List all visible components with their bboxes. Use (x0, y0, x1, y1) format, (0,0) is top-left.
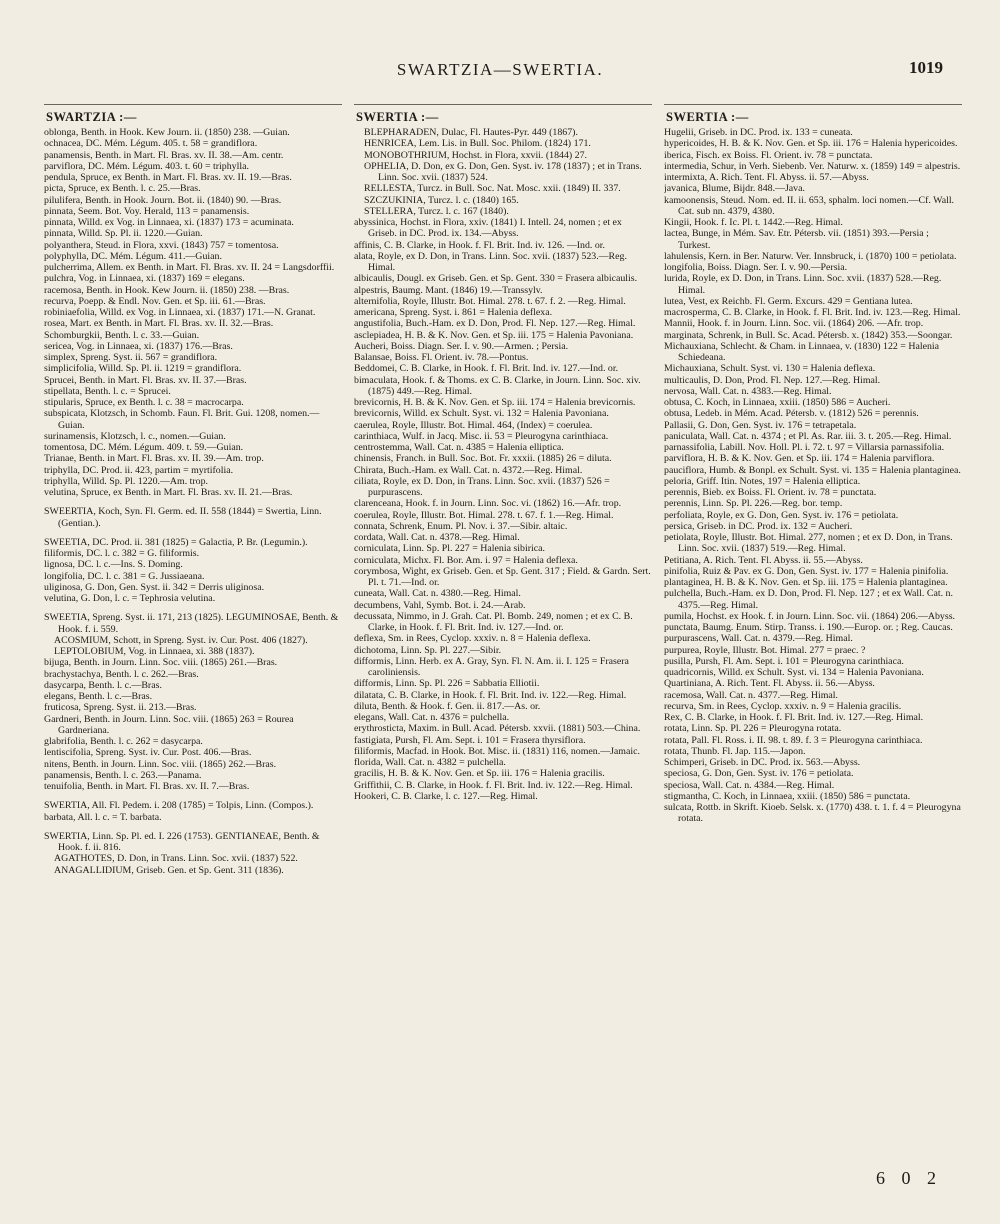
species-entry: corniculata, Michx. Fl. Bor. Am. i. 97 = Halenia deflexa. (354, 554, 578, 566)
index-columns (44, 104, 962, 1184)
species-entry: subspicata, Klotzsch, in Schomb. Faun. Fl. Brit. Gui. 1208, nomen.—Guian. (44, 408, 320, 431)
species-entry: racemosa, Benth. in Hook. Kew Journ. ii. (1850) 238. —Bras. (44, 284, 290, 296)
species-entry: lignosa, DC. l. c.—Ins. S. Doming. (44, 559, 183, 571)
synonym-entry: ACOSMIUM, Schott, in Spreng. Syst. iv. Cur. Post. 406 (1827). (54, 634, 308, 646)
entry-list (354, 127, 652, 802)
species-entry: Schomburgkii, Benth. l. c. 33.—Guian. (44, 329, 200, 341)
species-entry: stigmantha, C. Koch, in Linnaea, xxiii. (1850) 586 = punctata. (664, 790, 911, 802)
species-entry: punctata, Baumg. Enum. Stirp. Transs. i. 190.—Europ. or. ; Reg. Caucas. (664, 622, 953, 633)
species-entry: parviflora, DC. Mém. Légum. 403. t. 60 = triphylla. (44, 160, 249, 172)
species-entry: intermixta, A. Rich. Tent. Fl. Abyss. ii. 57.—Abyss. (664, 172, 869, 183)
species-entry: pulchella, Buch.-Ham. ex D. Don, Prod. Fl. Nep. 127 ; et ex Wall. Cat. n. 4375.—Reg. Himal. (664, 588, 953, 611)
species-entry: racemosa, Wall. Cat. n. 4377.—Reg. Himal. (664, 689, 838, 701)
species-entry: ochnacea, DC. Mém. Légum. 405. t. 58 = grandiflora. (44, 138, 258, 150)
species-entry: Petitiana, A. Rich. Tent. Fl. Abyss. ii. 55.—Abyss. (664, 554, 863, 566)
species-entry: elegans, Wall. Cat. n. 4376 = pulchella. (354, 712, 510, 723)
species-entry: nervosa, Wall. Cat. n. 4383.—Reg. Himal. (664, 385, 832, 397)
species-entry: perennis, Linn. Sp. Pl. 226.—Reg. bor. temp. (664, 498, 843, 510)
species-entry: pusilla, Pursh, Fl. Am. Sept. i. 101 = Pleurogyna carinthiaca. (664, 655, 904, 667)
species-entry: Schimperi, Griseb. in DC. Prod. ix. 563.—Abyss. (664, 757, 861, 768)
species-entry: Pallasii, G. Don, Gen. Syst. iv. 176 = tetrapetala. (664, 419, 857, 431)
species-entry: dichotoma, Linn. Sp. Pl. 227.—Sibir. (354, 644, 502, 656)
species-entry: difformis, Linn. Sp. Pl. 226 = Sabbatia Elliotii. (354, 678, 540, 690)
species-entry: Griffithii, C. B. Clarke, in Hook. f. Fl. Brit. Ind. iv. 122.—Reg. Himal. (354, 779, 633, 791)
species-entry: pulchra, Vog. in Linnaea, xi. (1837) 169 = elegans. (44, 273, 245, 285)
species-entry: speciosa, Wall. Cat. n. 4384.—Reg. Himal. (664, 779, 835, 791)
species-entry: stipularis, Spruce, ex Benth. l. c. 38 = macrocarpa. (44, 397, 244, 408)
species-entry: barbata, All. l. c. = T. barbata. (44, 811, 162, 823)
species-entry: velutina, G. Don, l. c. = Tephrosia velutina. (44, 593, 216, 604)
species-entry: albicaulis, Dougl. ex Griseb. Gen. et Sp. Gent. 330 = Frasera albicaulis. (354, 273, 638, 285)
species-entry: simplex, Spreng. Syst. ii. 567 = grandiflora. (44, 352, 218, 363)
species-entry: coerulea, Royle, Illustr. Bot. Himal. 278. t. 67. f. 1.—Reg. Himal. (354, 509, 614, 521)
species-entry: panamensis, Benth. in Mart. Fl. Bras. xv. II. 38.—Am. centr. (44, 149, 284, 161)
species-entry: pinnata, Willd. ex Vog. in Linnaea, xi. (1837) 173 = acuminata. (44, 217, 294, 228)
species-entry: obtusa, C. Koch, in Linnaea, xxiii. (1850) 586 = Aucheri. (664, 397, 891, 408)
column-heading: SWARTZIA :— (46, 110, 137, 124)
species-entry: polyphylla, DC. Mém. Légum. 411.—Guian. (44, 250, 222, 262)
species-entry: sericea, Vog. in Linnaea, xi. (1837) 176.—Bras. (44, 340, 233, 352)
species-entry: robiniaefolia, Willd. ex Vog. in Linnaea, xi. (1837) 171.—N. Granat. (44, 307, 316, 318)
species-entry: americana, Spreng. Syst. i. 861 = Halenia deflexa. (354, 307, 553, 318)
species-entry: lutea, Vest, ex Reichb. Fl. Germ. Excurs. 429 = Gentiana lutea. (664, 295, 913, 307)
species-entry: glabrifolia, Benth. l. c. 262 = dasycarpa. (44, 736, 203, 747)
species-entry: fruticosa, Spreng. Syst. ii. 213.—Bras. (44, 702, 197, 714)
species-entry: tenuifolia, Benth. in Mart. Fl. Bras. xv. II. 7.—Bras. (44, 781, 250, 792)
species-entry: brachystachya, Benth. l. c. 262.—Bras. (44, 668, 199, 680)
species-entry: brevicornis, Willd. ex Schult. Syst. vi. 132 = Halenia Pavoniana. (354, 408, 609, 420)
species-entry: perfoliata, Royle, ex G. Don, Gen. Syst. iv. 176 = petiolata. (664, 509, 899, 521)
species-entry: cuneata, Wall. Cat. n. 4380.—Reg. Himal. (354, 588, 521, 600)
synonym-entry: SZCZUKINIA, Turcz. l. c. (1840) 165. (364, 194, 519, 206)
species-entry: Michauxiana, Schlecht. & Cham. in Linnaea, v. (1830) 122 = Halenia Schiedeana. (664, 340, 940, 363)
species-entry: Balansae, Boiss. Fl. Orient. iv. 78.—Pontus. (354, 352, 529, 363)
species-entry: diluta, Benth. & Hook. f. Gen. ii. 817.—As. or. (354, 700, 541, 712)
species-entry: pumila, Hochst. ex Hook. f. in Journ. Linn. Soc. vii. (1864) 206.—Abyss. (664, 610, 956, 622)
column-right (664, 104, 962, 1184)
species-entry: brevicornis, H. B. & K. Nov. Gen. et Sp. iii. 174 = Halenia brevicornis. (354, 397, 636, 408)
species-entry: intermedia, Schur, in Verh. Siebenb. Ver. Naturw. x. (1859) 149 = alpestris. (664, 160, 961, 172)
species-entry: lahulensis, Kern. in Ber. Naturw. Ver. Innsbruck, i. (1870) 100 = petiolata. (664, 250, 957, 262)
species-entry: deflexa, Sm. in Rees, Cyclop. xxxiv. n. 8 = Halenia deflexa. (354, 633, 591, 645)
species-entry: Hookeri, C. B. Clarke, l. c. 127.—Reg. Himal. (354, 790, 538, 802)
species-entry: pinifolia, Ruiz & Pav. ex G. Don, Gen. Syst. iv. 177 = Halenia pinifolia. (664, 565, 949, 577)
species-entry: Rex, C. B. Clarke, in Hook. f. Fl. Brit. Ind. iv. 127.—Reg. Himal. (664, 712, 924, 723)
species-entry: Sprucei, Benth. in Mart. Fl. Bras. xv. II. 37.—Bras. (44, 374, 247, 386)
synonym-entry: RELLESTA, Turcz. in Bull. Soc. Nat. Mosc. xxii. (1849) II. 337. (364, 183, 621, 195)
species-entry: affinis, C. B. Clarke, in Hook. f. Fl. Brit. Ind. iv. 126. —Ind. or. (354, 239, 605, 251)
species-entry: rosea, Mart. ex Benth. in Mart. Fl. Bras. xv. II. 32.—Bras. (44, 318, 274, 330)
species-entry: peloria, Griff. Itin. Notes, 197 = Halenia elliptica. (664, 475, 861, 487)
species-entry: connata, Schrenk, Enum. Pl. Nov. i. 37.—Sibir. altaic. (354, 520, 568, 532)
genus-heading-entry: SWERTIA, Linn. Sp. Pl. ed. I. 226 (1753). GENTIANEAE, Benth. & Hook. f. ii. 816. (44, 830, 320, 853)
species-entry: centrostemma, Wall. Cat. n. 4385 = Halenia elliptica. (354, 442, 564, 453)
species-entry: lactea, Bunge, in Mém. Sav. Etr. Pétersb. vii. (1851) 393.—Persia ; Turkest. (664, 228, 929, 251)
species-entry: gracilis, H. B. & K. Nov. Gen. et Sp. iii. 176 = Halenia gracilis. (354, 768, 605, 780)
species-entry: dilatata, C. B. Clarke, in Hook. f. Fl. Brit. Ind. iv. 122.—Reg. Himal. (354, 689, 627, 701)
species-entry: Michauxiana, Schult. Syst. vi. 130 = Halenia deflexa. (664, 363, 876, 375)
species-entry: alata, Royle, ex D. Don, in Trans. Linn. Soc. xvii. (1837) 523.—Reg. Himal. (354, 250, 627, 273)
column-left (44, 104, 342, 1184)
species-entry: parnassifolia, Labill. Nov. Holl. Pl. i. 72. t. 97 = Villarsia parnassifolia. (664, 442, 945, 453)
printer-signature: 6 0 2 (876, 1168, 942, 1188)
species-entry: sulcata, Rottb. in Skrift. Kioeb. Selsk. x. (1770) 438. t. 1. f. 4 = Pleurogyna rotata. (664, 802, 961, 825)
species-entry: pulcherrima, Allem. ex Benth. in Mart. Fl. Bras. xv. II. 24 = Langsdorffii. (44, 262, 335, 273)
species-entry: picta, Spruce, ex Benth. l. c. 25.—Bras. (44, 183, 201, 195)
species-entry: Hugelii, Griseb. in DC. Prod. ix. 133 = cuneata. (664, 127, 853, 138)
species-entry: pilulifera, Benth. in Hook. Journ. Bot. ii. (1840) 90. —Bras. (44, 194, 282, 206)
species-entry: corymbosa, Wight, ex Griseb. Gen. et Sp. Gent. 317 ; Field. & Gardn. Sert. Pl. t. 71.—Ind. or. (354, 565, 651, 588)
species-entry: longifolia, DC. l. c. 381 = G. Jussiaeana. (44, 570, 205, 582)
species-entry: Chirata, Buch.-Ham. ex Wall. Cat. n. 4372.—Reg. Himal. (354, 464, 583, 476)
column-middle (354, 104, 652, 1184)
species-entry: alpestris, Baumg. Mant. (1846) 19.—Transsylv. (354, 284, 543, 296)
species-entry: lentiscifolia, Spreng. Syst. iv. Cur. Post. 406.—Bras. (44, 747, 252, 759)
species-entry: chinensis, Franch. in Bull. Soc. Bot. Fr. xxxii. (1885) 26 = diluta. (354, 453, 612, 465)
species-entry: kamoonensis, Steud. Nom. ed. II. ii. 653, sphalm. loci nomen.—Cf. Wall. Cat. sub nn. 4379, 4380. (664, 194, 955, 217)
column-heading: SWERTIA :— (356, 110, 439, 124)
column-heading: SWERTIA :— (666, 110, 749, 124)
species-entry: florida, Wall. Cat. n. 4382 = pulchella. (354, 757, 506, 768)
species-entry: macrosperma, C. B. Clarke, in Hook. f. Fl. Brit. Ind. iv. 123.—Reg. Himal. (664, 307, 961, 318)
species-entry: asclepiadea, H. B. & K. Nov. Gen. et Sp. iii. 175 = Halenia Pavoniana. (354, 329, 634, 341)
species-entry: bijuga, Benth. in Journ. Linn. Soc. viii. (1865) 261.—Bras. (44, 657, 278, 669)
species-entry: hypericoides, H. B. & K. Nov. Gen. et Sp. iii. 176 = Halenia hypericoides. (664, 138, 958, 150)
species-entry: triphylla, Willd. Sp. Pl. 1220.—Am. trop. (44, 475, 209, 487)
species-entry: rotata, Thunb. Fl. Jap. 115.—Japon. (664, 745, 806, 757)
species-entry: polyanthera, Steud. in Flora, xxvi. (1843) 757 = tomentosa. (44, 239, 279, 251)
genus-heading-entry: SWEETIA, DC. Prod. ii. 381 (1825) = Galactia, P. Br. (Legumin.). (44, 536, 308, 548)
species-entry: surinamensis, Klotzsch, l. c., nomen.—Guian. (44, 430, 226, 442)
species-entry: parviflora, H. B. & K. Nov. Gen. et Sp. iii. 174 = Halenia parviflora. (664, 453, 935, 465)
species-entry: quadricornis, Willd. ex Schult. Syst. vi. 134 = Halenia Pavoniana. (664, 667, 924, 678)
species-entry: elegans, Benth. l. c.—Bras. (44, 691, 153, 702)
species-entry: recurva, Sm. in Rees, Cyclop. xxxiv. n. 9 = Halenia gracilis. (664, 700, 902, 712)
entry-list (664, 127, 962, 825)
species-entry: pinnata, Willd. Sp. Pl. ii. 1220.—Guian. (44, 228, 203, 240)
species-entry: bimaculata, Hook. f. & Thoms. ex C. B. Clarke, in Journ. Linn. Soc. xiv. (1875) 449.—Reg. Himal. (354, 374, 641, 397)
species-entry: Gardneri, Benth. in Journ. Linn. Soc. viii. (1865) 263 = Rourea Gardneriana. (44, 713, 294, 736)
species-entry: Kingii, Hook. f. Ic. Pl. t. 1442.—Reg. Himal. (664, 217, 843, 228)
page-number: 1019 (909, 58, 943, 77)
species-entry: oblonga, Benth. in Hook. Kew Journ. ii. (1850) 238. —Guian. (44, 127, 290, 138)
genus-heading-entry: SWEETIA, Spreng. Syst. ii. 171, 213 (1825). LEGUMINOSAE, Benth. & Hook. f. i. 559. (44, 612, 339, 635)
species-entry: uliginosa, G. Don, Gen. Syst. ii. 342 = Derris uliginosa. (44, 581, 265, 593)
species-entry: carinthiaca, Wulf. in Jacq. Misc. ii. 53 = Pleurogyna carinthiaca. (354, 430, 609, 442)
species-entry: simplicifolia, Willd. Sp. Pl. ii. 1219 = grandiflora. (44, 363, 242, 375)
species-entry: triphylla, DC. Prod. ii. 423, partim = myrtifolia. (44, 464, 234, 476)
species-entry: rotata, Linn. Sp. Pl. 226 = Pleurogyna rotata. (664, 723, 842, 735)
species-entry: persica, Griseb. in DC. Prod. ix. 132 = Aucheri. (664, 520, 853, 532)
species-entry: velutina, Spruce, ex Benth. in Mart. Fl. Bras. xv. II. 21.—Bras. (44, 487, 293, 498)
species-entry: panamensis, Benth. l. c. 263.—Panama. (44, 769, 202, 781)
species-entry: Aucheri, Boiss. Diagn. Ser. I. v. 90.—Armen. ; Persia. (354, 340, 569, 352)
species-entry: obtusa, Ledeb. in Mém. Acad. Pétersb. v. (1812) 526 = perennis. (664, 408, 919, 420)
synonym-entry: OPHELIA, D. Don, ex G. Don, Gen. Syst. iv. 178 (1837) ; et in Trans. Linn. Soc. xvii. (1837) 524. (364, 160, 642, 183)
synonym-entry: STELLERA, Turcz. l. c. 167 (1840). (364, 205, 509, 217)
species-entry: purpurascens, Wall. Cat. n. 4379.—Reg. Himal. (664, 633, 853, 645)
species-entry: Beddomei, C. B. Clarke, in Hook. f. Fl. Brit. Ind. iv. 127.—Ind. or. (354, 363, 619, 375)
species-entry: Trianae, Benth. in Mart. Fl. Bras. xv. II. 39.—Am. trop. (44, 453, 264, 465)
species-entry: ciliata, Royle, ex D. Don, in Trans. Linn. Soc. xvii. (1837) 526 = purpurascens. (354, 475, 610, 498)
species-entry: iberica, Fisch. ex Boiss. Fl. Orient. iv. 78 = punctata. (664, 149, 873, 161)
species-entry: tomentosa, DC. Mém. Légum. 409. t. 59.—Guian. (44, 442, 244, 453)
species-entry: plantaginea, H. B. & K. Nov. Gen. et Sp. iii. 175 = Halenia plantaginea. (664, 577, 948, 588)
entry-list (44, 127, 342, 876)
species-entry: filiformis, DC. l. c. 382 = G. filiformis. (44, 548, 200, 559)
species-entry: dasycarpa, Benth. l. c.—Bras. (44, 679, 162, 691)
species-entry: decussata, Nimmo, in J. Grah. Cat. Pl. Bomb. 249, nomen ; et ex C. B. Clarke, in Hook. f. Fl. Brit. Ind. iv. 127.—Ind. or. (354, 610, 633, 633)
species-entry: alternifolia, Royle, Illustr. Bot. Himal. 278. t. 67. f. 2. —Reg. Himal. (354, 295, 626, 307)
species-entry: cordata, Wall. Cat. n. 4378.—Reg. Himal. (354, 532, 520, 543)
species-entry: clarenceana, Hook. f. in Journ. Linn. Soc. vi. (1862) 16.—Afr. trop. (354, 498, 622, 510)
synonym-entry: HENRICEA, Lem. Lis. in Bull. Soc. Philom. (1824) 171. (364, 138, 591, 150)
species-entry: javanica, Blume, Bijdr. 848.—Java. (664, 183, 805, 195)
species-entry: corniculata, Linn. Sp. Pl. 227 = Halenia sibirica. (354, 543, 545, 555)
genus-heading-entry: SWERTIA, All. Fl. Pedem. i. 208 (1785) = Tolpis, Linn. (Compos.). (44, 800, 314, 812)
species-entry: nitens, Benth. in Journ. Linn. Soc. viii. (1865) 262.—Bras. (44, 758, 277, 770)
species-entry: speciosa, G. Don, Gen. Syst. iv. 176 = petiolata. (664, 768, 854, 780)
species-entry: lurida, Royle, ex D. Don, in Trans. Linn. Soc. xvii. (1837) 528.—Reg. Himal. (664, 273, 942, 296)
synonym-entry: MONOBOTHRIUM, Hochst. in Flora, xxvii. (1844) 27. (364, 149, 588, 161)
species-entry: decumbens, Vahl, Symb. Bot. i. 24.—Arab. (354, 599, 526, 611)
species-entry: erythrosticta, Maxim. in Bull. Acad. Pétersb. xxvii. (1881) 503.—China. (354, 723, 641, 735)
species-entry: abyssinica, Hochst. in Flora, xxiv. (1841) I. Intell. 24, nomen ; et ex Griseb. in DC. Prod. ix. 134.—Abyss. (354, 217, 622, 240)
species-entry: recurva, Poepp. & Endl. Nov. Gen. et Sp. iii. 61.—Bras. (44, 295, 266, 307)
synonym-entry: LEPTOLOBIUM, Vog. in Linnaea, xi. 388 (1837). (54, 646, 255, 657)
species-entry: rotata, Pall. Fl. Ross. i. II. 98. t. 89. f. 3 = Pleurogyna carinthiaca. (664, 734, 923, 746)
running-head: SWARTZIA—SWERTIA. (396, 60, 604, 79)
species-entry: Mannii, Hook. f. in Journ. Linn. Soc. vii. (1864) 206. —Afr. trop. (664, 318, 924, 330)
genus-heading-entry: SWEERTIA, Koch, Syn. Fl. Germ. ed. II. 558 (1844) = Swertia, Linn. (Gentian.). (44, 506, 322, 529)
species-entry: stipellata, Benth. l. c. = Sprucei. (44, 385, 171, 397)
species-entry: filiformis, Macfad. in Hook. Bot. Misc. ii. (1831) 116, nomen.—Jamaic. (354, 745, 640, 757)
species-entry: caerulea, Royle, Illustr. Bot. Himal. 464, (Index) = coerulea. (354, 419, 593, 431)
species-entry: multicaulis, D. Don, Prod. Fl. Nep. 127.—Reg. Himal. (664, 374, 881, 386)
synonym-entry: BLEPHARADEN, Dulac, Fl. Hautes-Pyr. 449 (1867). (364, 127, 578, 138)
species-entry: angustifolia, Buch.-Ham. ex D. Don, Prod. Fl. Nep. 127.—Reg. Himal. (354, 318, 636, 330)
species-entry: perennis, Bieb. ex Boiss. Fl. Orient. iv. 78 = punctata. (664, 487, 877, 498)
species-entry: pinnata, Seem. Bot. Voy. Herald, 113 = panamensis. (44, 205, 250, 217)
species-entry: fastigiata, Pursh, Fl. Am. Sept. i. 101 = Frasera thyrsiflora. (354, 734, 586, 746)
species-entry: paniculata, Wall. Cat. n. 4374 ; et Pl. As. Rar. iii. 3. t. 205.—Reg. Himal. (664, 430, 952, 442)
species-entry: marginata, Schrenk, in Bull. Sc. Acad. Pétersb. x. (1842) 353.—Soongar. (664, 329, 953, 341)
species-entry: difformis, Linn. Herb. ex A. Gray, Syn. Fl. N. Am. ii. I. 125 = Frasera caroliniensis. (354, 655, 629, 678)
species-entry: longifolia, Boiss. Diagn. Ser. I. v. 90.—Persia. (664, 262, 848, 273)
species-entry: pauciflora, Humb. & Bonpl. ex Schult. Syst. vi. 135 = Halenia plantaginea. (664, 464, 961, 476)
synonym-entry: AGATHOTES, D. Don, in Trans. Linn. Soc. xvii. (1837) 522. (54, 853, 298, 865)
species-entry: purpurea, Royle, Illustr. Bot. Himal. 277 = praec. ? (664, 644, 866, 656)
synonym-entry: ANAGALLIDIUM, Griseb. Gen. et Sp. Gent. 311 (1836). (54, 864, 284, 876)
species-entry: petiolata, Royle, Illustr. Bot. Himal. 277, nomen ; et ex D. Don, in Trans. Linn. Soc. xvii. (1837) 519.—Reg. Himal. (664, 532, 953, 555)
species-entry: Quartiniana, A. Rich. Tent. Fl. Abyss. ii. 56.—Abyss. (664, 678, 875, 690)
species-entry: pendula, Spruce, ex Benth. in Mart. Fl. Bras. xv. II. 19.—Bras. (44, 172, 292, 183)
